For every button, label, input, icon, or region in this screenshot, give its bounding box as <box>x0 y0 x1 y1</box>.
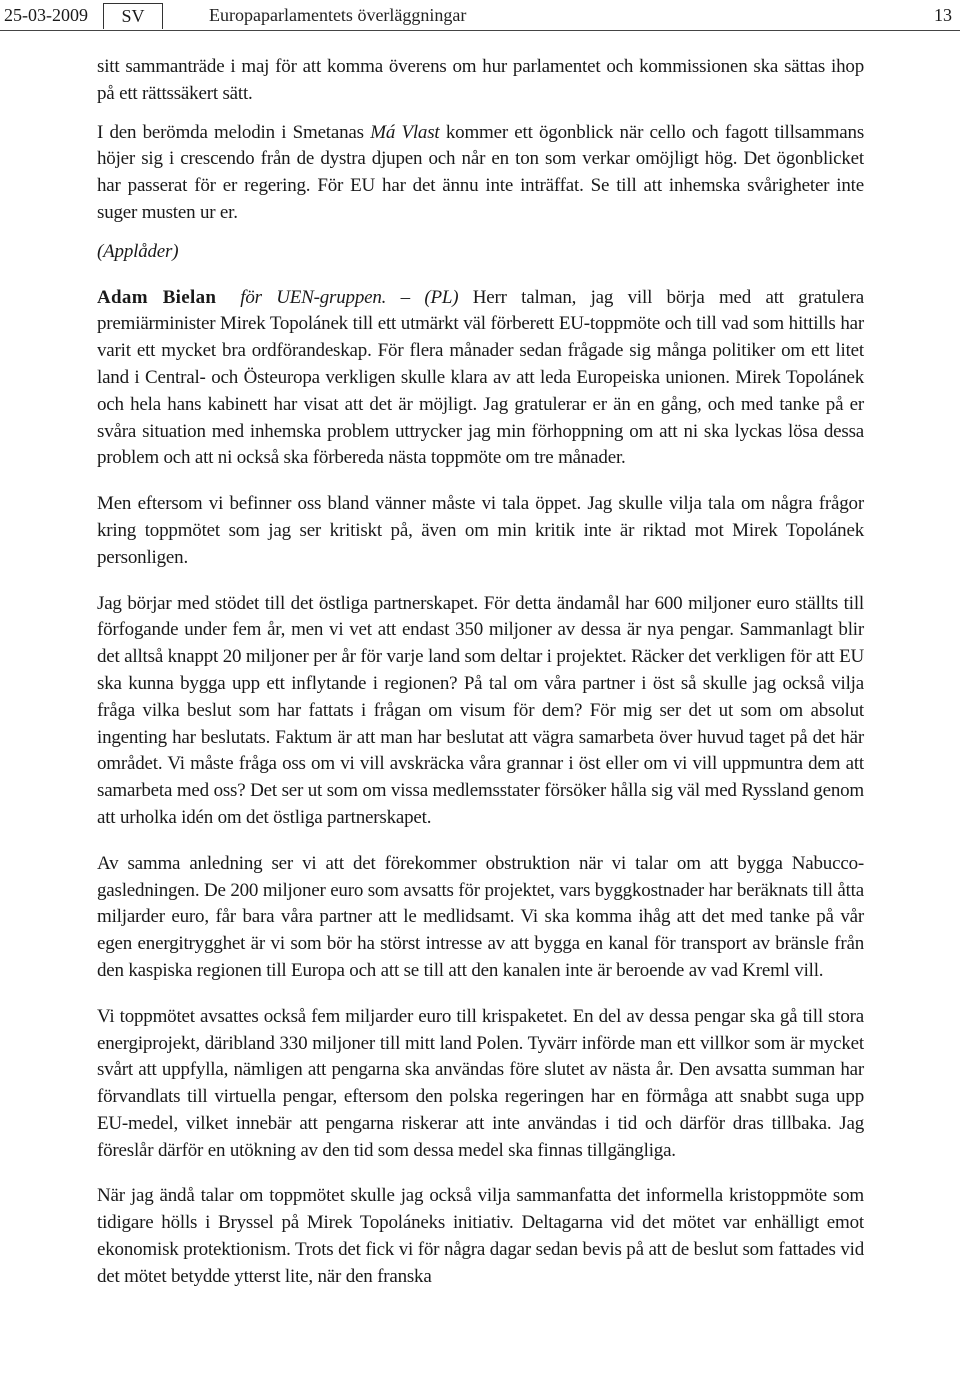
paragraph-text: Herr talman, jag vill börja med att gratulera premiärminister Mirek Topolánek till ett utmärkt väl förberett EU-toppmöte och till vad som hittills har varit ett mycket bra ordförandeskap. För flera månader sedan frågade sig många politiker om ett litet land i Central- och Östeuropa verkligen skulle klara av att leda Europeiska unionen. Mirek Topolánek och hela hans kabinett har visat att det är möjligt. Jag gratulerar er än en gång, och med tanke på er svåra situation med inhemska problem uttrycker jag min förhoppning om att ni ska lyckas lösa dessa problem och att ni också ska förbereda nästa toppmöte om tre månader. <box>97 286 864 469</box>
paragraph <box>97 54 864 108</box>
speech-paragraph <box>97 285 864 473</box>
dash: – <box>386 286 425 308</box>
paragraph: Jag börjar med stödet till det östliga partnerskapet. För detta ändamål har 600 miljoner euro ställts till förfogande under fem år, men vi vet att endast 350 miljoner av dessa är nya pengar. Sammanlagt blir det alltså knappt 20 miljoner per år för varje land som deltar i projektet. Räcker det verkligen för att EU ska kunna bygga upp ett inflytande i regionen? På tal om våra partner i öst så skulle jag också vilja fråga vilka beslut som har fattats i frågan om visum för dem? För mig ser det ut som om absolut ingenting har beslutats. Faktum är att man har beslutat att vägra samarbeta över huvud taget på det här området. Vi måste fråga oss om vi vill avskräcka våra grannar i öst eller om vi vill uppmuntra dem att samarbeta med oss? Det ser ut som om vissa medlemsstater försöker hålla sig väl med Ryssland genom att urholka idén om det östliga partnerskapet. <box>97 592 864 828</box>
paragraph-text: kommer ett ögonblick när cello och fagott tillsammans höjer sig i crescendo från de dystra djupen och når en ton som verkar omöjligt hög. Det ögonblicket har passerat för er regering. För EU har det ännu inte inträffat. Se till att inhemska svårigheter inte suger musten ur er. <box>97 121 865 223</box>
speaker-group: för UEN-gruppen. <box>240 286 387 308</box>
header-title: Europaparlamentets överläggningar <box>209 5 467 25</box>
paragraph: Vi toppmötet avsattes också fem miljarder euro till krispaketet. En del av dessa pengar ska gå till stora energiprojekt, däribland 330 miljoner till mitt land Polen. Tyvärr införde man ett villkor som är mycket svårt att uppfylla, nämligen att pengarna ska användas före slutet av nästa år. Den avsatta summan har förvandlats till virtuella pengar, eftersom den polska regeringen har en förmåga att snabbt suga upp EU-medel, vilket innebär att pengarna riskerar att inte användas i tid och därför dras tillbaka. Jag föreslår därför en utökning av den tid som dessa medel ska finnas tillgängliga. <box>97 1005 864 1161</box>
paragraph: Av samma anledning ser vi att det förekommer obstruktion när vi talar om att bygga Nabucco-gasledningen. De 200 miljoner euro som avsatts för projektet, vars byggkostnader har beräknats till åtta miljarder euro, får bara våra partner att le medlidsamt. Vi ska komma ihåg att det med tanke på vår egen energitrygghet är vi som bör ha störst intresse av att bygga en kanal för transport av bränsle från den kaspiska regionen till Europa och att se till att den kanalen inte är beroende av vad Kreml vill. <box>97 852 864 981</box>
paragraph-text: I den berömda melodin i Smetanas <box>97 121 371 143</box>
paragraph-text: sitt sammanträde i maj för att komma överens om hur parlamentet och kommissionen ska sättas ihop på ett rättssäkert sätt. <box>97 56 864 104</box>
paragraph <box>97 120 864 227</box>
page-header <box>0 0 960 31</box>
header-date: 25-03-2009 <box>4 5 88 25</box>
page-number: 13 <box>934 5 952 25</box>
speaker-name: Adam Bielan <box>97 286 217 308</box>
paragraph: Men eftersom vi befinner oss bland vänner måste vi tala öppet. Jag skulle vilja tala om några frågor kring toppmötet som jag ser kritiskt på, även om min kritik inte är riktad mot Mirek Topolánek personligen. <box>97 493 864 568</box>
language-tab: SV <box>103 3 163 29</box>
paragraph: När jag ändå talar om toppmötet skulle jag också vilja sammanfatta det informella kristoppmöte som tidigare hölls i Bryssel på Mirek Topoláneks initiativ. Deltagarna vid det mötet var enhälligt emot ekonomisk protektionism. Trots det fick vi för några dagar sedan bevis på att de beslut som fattades vid det mötet betydde ytterst lite, när den franska <box>97 1185 864 1287</box>
applause-note: (Applåder) <box>97 240 179 262</box>
work-title: Má Vlast <box>370 121 440 143</box>
speaker-language: (PL) <box>424 286 459 308</box>
document-body <box>97 54 864 1310</box>
